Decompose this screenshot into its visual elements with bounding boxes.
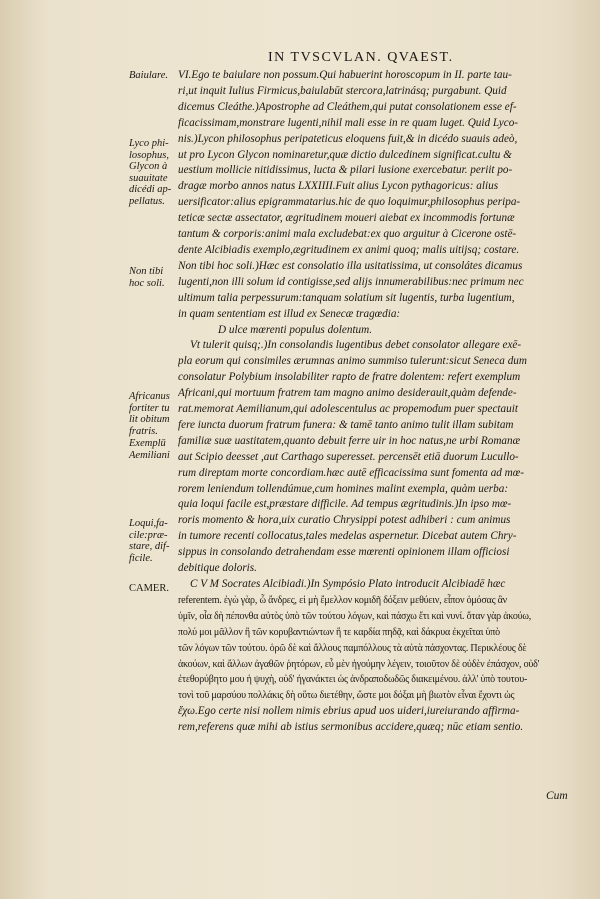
text-line: dicemus Cleáthe.)Apostrophe ad Cleáthem,qui putat consolationem esse ef- xyxy=(178,100,517,113)
running-title: IN TVSCVLAN. QVAEST. xyxy=(268,50,454,65)
text-line: C V M Socrates Alcibiadi.)In Sympósio Plato introducit Alcibiadē hæc xyxy=(190,578,506,590)
text-line: dente Alcibiadis exemplo,ægritudinem ex animi quoq; malis uitijsq; costare. xyxy=(178,243,520,256)
greek-line: τονὶ τοῦ μαρσύου πολλάκις δὴ οὕτω διετέθην, ὥστε μοι δόξαι μὴ βιωτὸν εἶναι ἔχοντι ὡς xyxy=(178,690,515,702)
text-line: rem,referens quæ mihi ab istius sermonibus accidere,quæq; nūc etiam sentio. xyxy=(178,721,524,734)
text-line: rat.memorat Aemilianum,qui adolescentulus ac propemodum puer spectauit xyxy=(178,403,518,416)
text-line: roris momento & hora,uix curatio Chrysippi potest adhiberi : cum animus xyxy=(178,514,511,527)
text-line: ut pro Lycon Glycon nominaretur,quæ dictio dulcedinem significat.cultu & xyxy=(178,148,512,161)
text-line: teticæ sectæ assectator, ægritudinem moueri aiebat ex incommodis fortunæ xyxy=(178,212,515,225)
text-line: debitique doloris. xyxy=(178,562,257,575)
greek-line: ἀκούων, καὶ ἄλλων ἀγαθῶν ῥητόρων, εὖ μὲν ἡγούμην λέγειν, τοιοῦτον δὲ οὐδὲν ἐπάσχον, οὐδ' xyxy=(178,658,540,670)
margin-note-loqui: Loqui,fa- cile:præ- stare, dif- ficile. xyxy=(129,518,170,564)
text-line: ἔχω.Ego certe nisi nollem nimis ebrius apud uos uideri,iureiurando affirma- xyxy=(178,705,520,718)
text-line: pla eorum qui consimiles ærumnas animo summiso tulerunt:sicut Seneca dum xyxy=(178,355,527,368)
greek-line: τῶν λόγων τῶν τούτου. ὁρῶ δὲ καὶ ἄλλους παμπόλλους τὰ αὐτὰ πάσχοντας. Περικλέους δὲ xyxy=(178,642,527,654)
margin-note-non-tibi: Non tibi hoc soli. xyxy=(129,266,165,289)
text-line: Non tibi hoc soli.)Hæc est consolatio illa usitatissima, ut consolátes dicamus xyxy=(178,259,523,272)
text-line: sippus in consolando detrahendam esse mœrenti opinionem illam officiosi xyxy=(178,546,510,559)
margin-note-camer: CAMER. xyxy=(129,583,169,594)
text-line: ficacissimam,monstrare lugenti,nihil mali esse in re quam luget. Quid Lyco- xyxy=(178,116,519,129)
verse-line: D ulce mœrenti populus dolentum. xyxy=(218,323,373,336)
text-line: tantum & corporis:animi mala excludebat:ex quo arguitur à Cicerone ostē- xyxy=(178,228,517,241)
text-line: uersificator:alius epigrammatarius.hic de quo loquimur,philosophus peripa- xyxy=(178,196,521,209)
text-line: dragæ morbo annos natus LXXIIII.Fuit alius Lycon pythagoricus: alius xyxy=(178,180,499,193)
text-line: familiæ suæ uastitatem,quanto debuit ferre uir in hoc natus,ne urbi Romanæ xyxy=(178,434,521,447)
margin-note-aemiliani: Exemplū Aemiliani xyxy=(129,438,170,461)
text-line: fere iuncta duorum fratrum funera: & tamē tanto animo tulit illam subitam xyxy=(178,418,514,431)
margin-note-africanus: Africanus fortiter tu lit obitum fratris. xyxy=(129,391,170,437)
text-line: in quam sententiam est illud ex Senecæ tragœdia: xyxy=(178,307,401,320)
greek-line: πολύ μοι μᾶλλον ἢ τῶν κορυβαντιώντων ἥ τε καρδία πηδᾷ, καὶ δάκρυα ἐκχεῖται ὑπὸ xyxy=(178,626,500,638)
text-line: VI.Ego te baiulare non possum.Qui habuerint horoscopum in II. parte tau- xyxy=(178,69,512,81)
text-line: rorem leniendum tollendúmue,cum homines malint exempla, quàm uerba: xyxy=(178,482,509,495)
text-line: in tumore recenti collocatus,tales medelas aspernetur. Dicebat autem Chry- xyxy=(178,530,517,543)
text-line: quia loqui facile est,præstare difficile. Ad tempus ægritudinis.)In ipso mœ- xyxy=(178,498,512,511)
catchword: Cum xyxy=(546,790,568,802)
text-line: lugenti,non illi solum id contigisse,sed alijs innumerabilibus:nec primum nec xyxy=(178,275,524,288)
text-line: uestium mollicie nitidissimus, lucta & pilari lusione exercebatur. periit po- xyxy=(178,164,513,177)
greek-line: referentem. ἐγὼ γὰρ, ὦ ἄνδρες, εἰ μὴ ἔμελλον κομιδῆ δόξειν μεθύειν, εἶπον ὁμόσας ἂν xyxy=(178,594,507,606)
text-line: Africani,qui mortuum fratrem tam magno animo desiderauit,quàm defende- xyxy=(178,387,517,400)
text-line: ri,ut inquit Iulius Firmicus,baiulabūt stercora,latrinásq; purgabunt. Quid xyxy=(178,84,507,97)
greek-line: ὑμῖν, οἷα δὴ πέπονθα αὐτὸς ὑπὸ τῶν τούτου λόγων, καὶ πάσχω ἔτι καὶ νυνί. ὅταν γὰρ ἀκούω, xyxy=(178,610,532,622)
margin-note-baiulare: Baiulare. xyxy=(129,70,168,81)
text-line: aut Scipio deesset ,aut Carthago superesset. percensēt etiā duorum Lucullo- xyxy=(178,450,519,463)
text-line: ultimum talia perpessurum:tanquam solatium sit lugentis, turba lugentium, xyxy=(178,291,515,304)
text-line: nis.)Lycon philosophus peripateticus eloquens fuit,& in dicédo suauis adeò, xyxy=(178,132,518,145)
greek-line: ἐτεθορύβητο μου ἡ ψυχὴ, οὐδ' ἠγανάκτει ὡς ἀνδραποδωδῶς διακειμένου. ἀλλ' ὑπὸ τουτου- xyxy=(178,674,528,686)
text-line: Vt tulerit quisq;.)In consolandis lugentibus debet consolator allegare exē- xyxy=(190,339,522,352)
text-line: rum direptam morte concordiam.hæc autē efficacissima sunt fomenta ad mœ- xyxy=(178,466,524,479)
body-text xyxy=(178,68,583,736)
text-line: consolatur Polybium insolabiliter rapto de fratre dolentem: refert exemplum xyxy=(178,371,521,384)
margin-note-lycon: Lyco phi- losophus, Glycon à suauitate dicédi ap- pellatus. xyxy=(129,138,172,207)
